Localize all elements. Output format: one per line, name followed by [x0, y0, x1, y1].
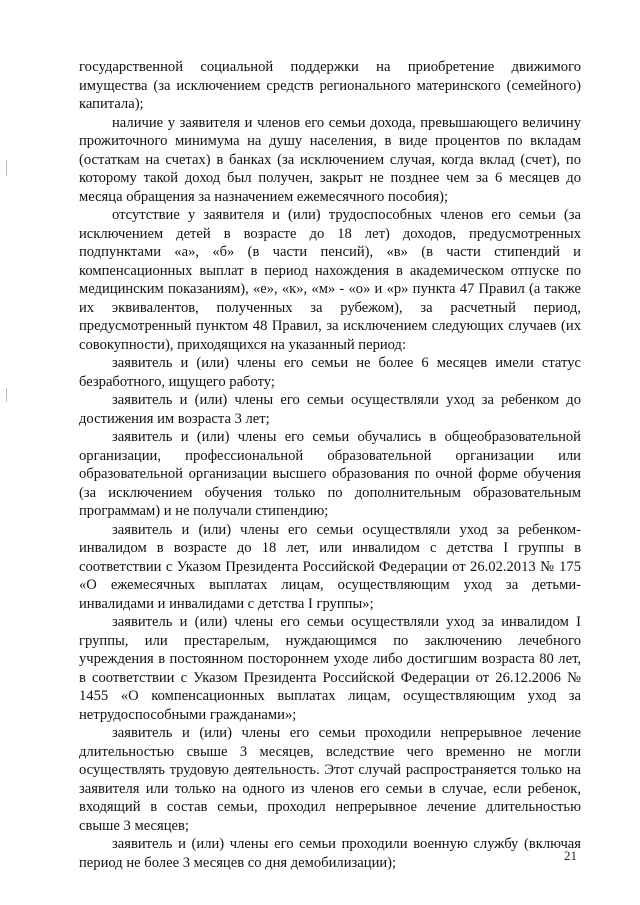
- paragraph-8: заявитель и (или) члены его семьи осуществляли уход за инвалидом I группы, или престарелым, нуждающимся по заключению лечебного учреждения в постоянном постороннем уходе либо достигшим возраста 80 лет, в соответствии с Указом Президента Российской Федерации от 26.12.2006 № 1455 «О компенсационных выплатах лицам, осуществляющим уход за нетрудоспособными гражданами»;: [79, 614, 581, 723]
- document-page: [79, 58, 581, 872]
- paragraph-7: заявитель и (или) члены его семьи осуществляли уход за ребенком-инвалидом в возрасте до 18 лет, или инвалидом с детства I группы в соответствии с Указом Президента Российской Федерации от 26.02.2013 № 175 «О ежемесячных выплатах лицам, осуществляющим уход за детьми-инвалидами и инвалидами с детства I группы»;: [79, 521, 581, 612]
- paragraph-9: заявитель и (или) члены его семьи проходили непрерывное лечение длительностью свыше 3 месяцев, вследствие чего временно не могли осуществлять трудовую деятельность. Этот случай распространяется только на заявителя или только на одного из членов его семьи в случае, если ребенок, входящий в состав семьи, проходил непрерывное лечение длительностью свыше 3 месяцев;: [79, 725, 581, 834]
- paragraph-2: наличие у заявителя и членов его семьи дохода, превышающего величину прожиточного минимума на душу населения, в виде процентов по вкладам (остаткам на счетах) в банках (за исключением случая, когда вклад (счет), по которому такой доход был получен, закрыт не позднее чем за 6 месяцев до месяца обращения за назначением ежемесячного пособия);: [79, 114, 581, 205]
- paragraph-4: заявитель и (или) члены его семьи не более 6 месяцев имели статус безработного, ищущего работу;: [79, 355, 581, 390]
- page-number: 21: [564, 848, 577, 863]
- paragraph-1: государственной социальной поддержки на приобретение движимого имущества (за исключением средств регионального материнского (семейного) капитала);: [79, 59, 581, 112]
- paragraph-10: заявитель и (или) члены его семьи проходили военную службу (включая период не более 3 месяцев со дня демобилизации);: [79, 836, 581, 871]
- paragraph-6: заявитель и (или) члены его семьи обучались в общеобразовательной организации, профессиональной образовательной организации или образовательной организации высшего образования по очной форме обучения (за исключением обучения только по дополнительным образовательным программам) и не получали стипендию;: [79, 429, 581, 519]
- scan-artifact-mark: [6, 388, 7, 402]
- paragraph-3: отсутствие у заявителя и (или) трудоспособных членов его семьи (за исключением детей в возрасте до 18 лет) доходов, предусмотренных подпунктами «а», «б» (в части пенсий), «в» (в части стипендий и компенсационных выплат в период нахождения в академическом отпуске по медицинским показаниям), «е», «к», «м» - «о» и «р» пункта 47 Правил (а также их эквивалентов, полученных за рубежом), за расчетный период, предусмотренный пунктом 48 Правил, за исключением следующих случаев (их совокупности), приходящихся на указанный период:: [79, 207, 581, 353]
- scan-artifact-mark: [6, 160, 7, 176]
- paragraph-5: заявитель и (или) члены его семьи осуществляли уход за ребенком до достижения им возраста 3 лет;: [79, 392, 581, 427]
